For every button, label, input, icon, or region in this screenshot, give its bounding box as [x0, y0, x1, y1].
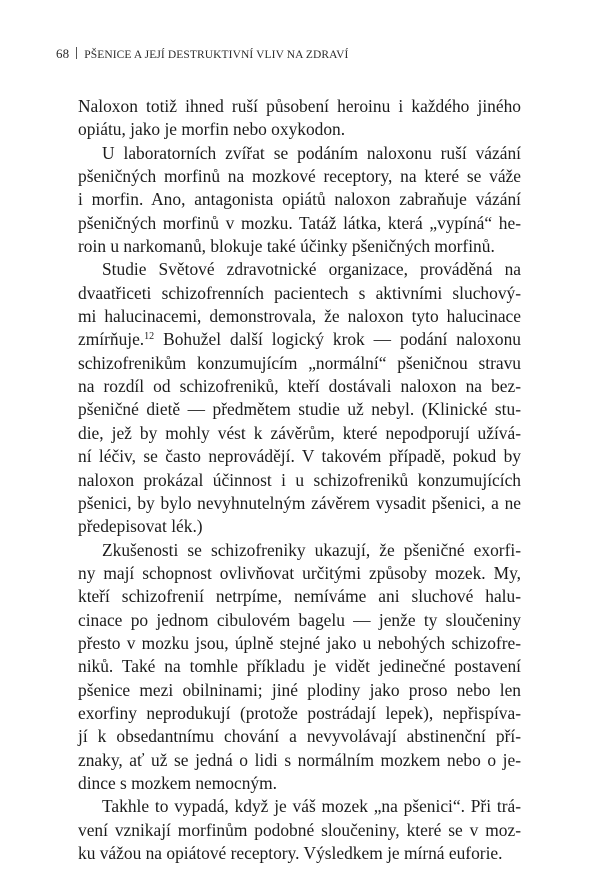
text-line: Naloxon totiž ihned ruší působení heroinu i každého jiného: [78, 96, 521, 116]
text-line: opiátu, jako je morfin nebo oxykodon.: [78, 119, 346, 140]
paragraph: [78, 795, 521, 865]
text-line: pšenici, by bylo nevyhnutelným závěrem vysadit pšenici, a ne: [78, 492, 521, 513]
text-line: roin u narkomanů, blokuje také účinky pšeničných morfinů.: [78, 236, 495, 257]
text-line: Zkušenosti se schizofreniky ukazují, že pšeničné exorfi-: [102, 539, 521, 560]
text-line: ku vážou na opiátové receptory. Výsledkem je mírná euforie.: [78, 843, 503, 863]
page-number: 68: [56, 46, 70, 61]
text-line: schizofrenikům konzumujícím „normální“ pšeničnou stravu: [78, 352, 521, 373]
text-line: jí k obsedantnímu chování a nevyvolávají abstinenční pří-: [78, 726, 521, 747]
text-line: dvaatřiceti schizofrenních pacientech s aktivními sluchový-: [78, 282, 521, 303]
header-divider: [76, 47, 77, 59]
text-fragment: zmírňuje.: [78, 329, 145, 350]
text-line: ny mají schopnost ovlivňovat určitými způsoby mozek. My,: [78, 562, 521, 583]
running-title: PŠENICE A JEJÍ DESTRUKTIVNÍ VLIV NA ZDRAVÍ: [84, 49, 349, 61]
text-line: pšeničných morfinů v mozku. Tatáž látka, která „vypíná“ he-: [78, 212, 521, 233]
text-line: ní léčiv, se často neprovádějí. V takovém případě, pokud by: [78, 446, 521, 467]
text-line: exorfiny neprodukují (protože postrádají lepek), nepřispíva-: [78, 702, 521, 723]
text-line: na rozdíl od schizofreniků, kteří dostávali naloxon na bez-: [78, 376, 521, 397]
text-line: U laboratorních zvířat se podáním naloxonu ruší vázání: [102, 142, 521, 163]
text-line: niků. Také na tomhle příkladu je vidět jedinečné postavení: [78, 656, 521, 677]
text-line: pšeničných morfinů na mozkové receptory, na které se váže: [78, 166, 521, 187]
text-line: i morfin. Ano, antagonista opiátů naloxon zabraňuje vázání: [78, 189, 521, 210]
text-line: die, jež by mohly vést k závěrům, které nepodporují užívá-: [78, 422, 521, 443]
text-line: přesto v mozku jsou, úplně stejné jako u nebohých schizofre-: [78, 632, 521, 653]
text-line: pšenice mezi obilninami; jiné plodiny jako proso nebo len: [78, 679, 521, 700]
text-line: mi halucinacemi, demonstrovala, že naloxon tyto halucinace: [78, 306, 521, 327]
text-line: vení vznikají morfinům podobné sloučeniny, které se v moz-: [78, 819, 521, 840]
body-text: [78, 95, 521, 865]
text-line: naloxon prokázal účinnost i u schizofreniků konzumujících: [78, 469, 521, 490]
text-line: předepisovat lék.): [78, 516, 203, 537]
paragraph: [78, 539, 521, 796]
text-line: kteří schizofrenií netrpíme, nemíváme ani sluchové halu-: [78, 586, 521, 607]
text-fragment: Bohužel další logický krok — podání naloxonu: [154, 329, 521, 350]
text-line: Studie Světové zdravotnické organizace, prováděná na: [102, 259, 521, 280]
paragraph: [78, 95, 521, 142]
text-line: Takhle to vypadá, když je váš mozek „na pšenici“. Při trá-: [102, 796, 521, 817]
text-line: dince s mozkem nemocným.: [78, 772, 277, 793]
text-line-with-footnote: [78, 328, 521, 351]
running-header: [56, 46, 348, 62]
text-line: cinace po jednom cibulovém bagelu — jenže ty sloučeniny: [78, 609, 521, 630]
footnote-reference[interactable]: 12: [144, 331, 155, 343]
paragraph: [78, 142, 521, 259]
text-line: pšeničné dietě — předmětem studie už nebyl. (Klinické stu-: [78, 399, 521, 420]
paragraph: [78, 258, 521, 538]
text-line: znaky, ať už se jedná o lidi s normálním mozkem nebo o je-: [78, 749, 521, 770]
